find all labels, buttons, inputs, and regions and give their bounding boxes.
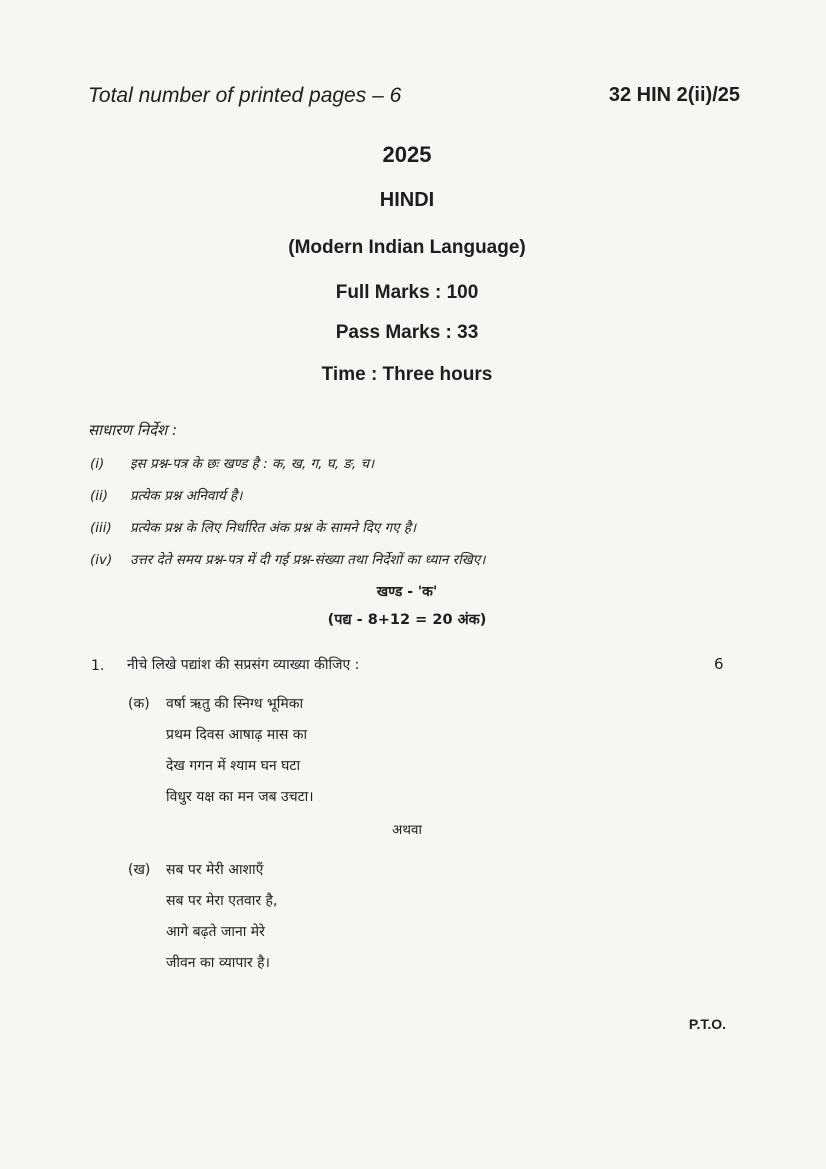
question-marks: 6 — [714, 655, 724, 673]
please-turn-over: P.T.O. — [688, 1016, 726, 1032]
section-title: खण्ड - 'क' — [376, 584, 438, 600]
instruction-item — [90, 486, 242, 504]
language-note: (Modern Indian Language) — [288, 237, 526, 258]
paper-code: 32 HIN 2(ii)/25 — [608, 84, 740, 106]
verse-line: आगे बढ़ते जाना मेरे — [166, 924, 265, 940]
option-b-label: (ख) — [128, 862, 151, 878]
option-a-label: (क) — [128, 696, 150, 712]
instruction-item — [90, 550, 485, 568]
instruction-item — [90, 454, 374, 472]
question-text: नीचे लिखे पद्यांश की सप्रसंग व्याख्या कीजिए : — [127, 657, 360, 673]
subject-title: HINDI — [379, 189, 435, 211]
instructions-heading: साधारण निर्देश : — [88, 421, 178, 439]
instruction-number: (ii) — [90, 488, 109, 504]
instruction-text: उत्तर देते समय प्रश्न-पत्र में दी गई प्रश्न-संख्या तथा निर्देशों का ध्यान रखिए। — [130, 552, 486, 568]
printed-pages-note: Total number of printed pages – 6 — [88, 84, 402, 107]
time-allowed: Time : Three hours — [321, 364, 493, 385]
full-marks: Full Marks : 100 — [335, 282, 479, 303]
verse-line: सब पर मेरा एतवार है, — [166, 893, 278, 909]
exam-year: 2025 — [382, 142, 432, 167]
verse-line: प्रथम दिवस आषाढ़ मास का — [166, 727, 308, 743]
verse-line: देख गगन में श्याम घन घटा — [166, 758, 301, 774]
instruction-number: (i) — [90, 456, 105, 472]
verse-line: वर्षा ऋतु की स्निग्ध भूमिका — [166, 696, 304, 712]
verse-line: सब पर मेरी आशाएँ — [166, 862, 264, 878]
question-number: 1. — [91, 658, 105, 674]
verse-line: विधुर यक्ष का मन जब उचटा। — [166, 789, 314, 805]
instruction-text: प्रत्येक प्रश्न अनिवार्य है। — [130, 488, 243, 504]
instruction-item — [90, 518, 416, 536]
or-separator: अथवा — [392, 822, 422, 838]
section-marks: (पद्य - 8+12 = 20 अंक) — [327, 612, 487, 628]
instruction-text: प्रत्येक प्रश्न के लिए निर्धारित अंक प्रश्न के सामने दिए गए है। — [130, 520, 417, 536]
instruction-number: (iv) — [90, 552, 113, 568]
verse-line: जीवन का व्यापार है। — [166, 955, 270, 971]
instruction-number: (iii) — [90, 520, 112, 536]
pass-marks: Pass Marks : 33 — [335, 322, 479, 343]
instruction-text: इस प्रश्न-पत्र के छः खण्ड है : क, ख, ग, घ, ङ, च। — [130, 456, 375, 472]
